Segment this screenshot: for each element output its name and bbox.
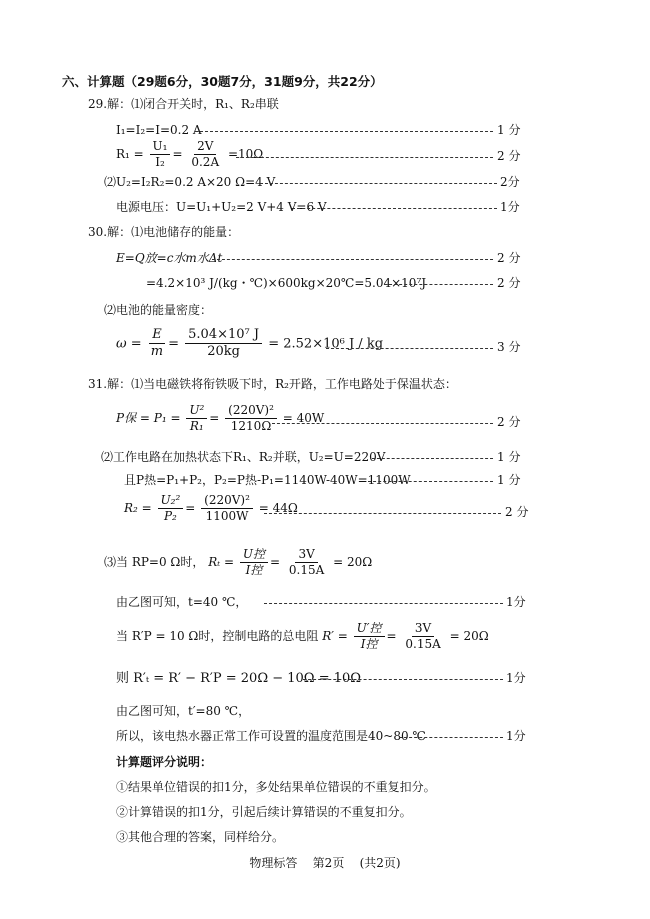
q30-line2-score: 2 分 bbox=[497, 276, 521, 290]
fraction: $\frac{\text{U₁}}{\text{I₂}}$ bbox=[150, 140, 171, 169]
q31-line4-formula: R₂ = $\frac{\text{U₂²}}{\text{P₂}}$ = $\frac{\text{(220V)²}}{1100W}$ = 44Ω bbox=[124, 493, 298, 524]
dotted-leader bbox=[368, 481, 493, 482]
q31-line3-score: 1 分 bbox=[497, 473, 521, 487]
q29-line2-score: 2 分 bbox=[497, 149, 521, 163]
q31-line2-score: 1 分 bbox=[497, 450, 521, 464]
dotted-leader bbox=[264, 513, 501, 514]
q31-line4-score: 2 分 bbox=[505, 505, 529, 519]
fraction: $\frac{\text{(220V)²}}{1100W}$ bbox=[201, 494, 253, 523]
dotted-leader bbox=[292, 208, 497, 209]
q31-line7-formula: 当 R′P = 10 Ω时，控制电路的总电阻 R′ = U′控 I控 = $\frac{3V}{0.15A}$ = 20Ω bbox=[116, 621, 489, 652]
q31-line7-rhs: = 20Ω bbox=[449, 629, 489, 644]
q30-line1: E=Q放=c水m水Δt bbox=[116, 251, 223, 265]
fraction: $\frac{\text{(220V)²}}{1210\Omega}$ bbox=[225, 404, 277, 433]
dotted-leader bbox=[260, 183, 497, 184]
q31-line5-formula: ⑶当 RP=0 Ω时， Rₜ = U控 I控 = $\frac{3V}{0.15A}$ = 20Ω bbox=[104, 547, 373, 578]
q29-line4-score: 1分 bbox=[500, 200, 520, 214]
q29-line3: ⑵U₂=I₂R₂=0.2 A×20 Ω=4 V bbox=[104, 175, 276, 189]
q30-line4-formula: ω = $\frac{E}{m}$ = $\frac{\text{5.04×10⁷ J}}{20kg}$ = 2.52×10⁶ J / kg bbox=[116, 327, 384, 360]
q31-line7-pre: 当 R′P = 10 Ω时，控制电路的总电阻 bbox=[116, 629, 319, 644]
q31-line9: 由乙图可知，t′=80 ℃， bbox=[116, 704, 251, 718]
fraction: $\frac{3V}{0.15A}$ bbox=[405, 621, 441, 652]
page-footer: 物理标答 第2页 (共2页) bbox=[249, 856, 401, 870]
q29-intro: 29.解：⑴闭合开关时，R₁、R₂串联 bbox=[88, 97, 279, 111]
q31-line5-rhs: = 20Ω bbox=[333, 555, 373, 570]
q30-line4-lhs: ω = bbox=[116, 336, 142, 352]
q31-line7-lhs: R′ = bbox=[322, 629, 348, 644]
q29-line1: I₁=I₂=I=0.2 A bbox=[116, 123, 202, 137]
q31-line6-score: 1分 bbox=[506, 595, 526, 609]
dotted-leader bbox=[264, 603, 503, 604]
notes-item-3: ③其他合理的答案，同样给分。 bbox=[116, 830, 285, 844]
dotted-leader bbox=[372, 458, 493, 459]
fraction: U′控 I控 bbox=[354, 622, 385, 651]
q29-line3-score: 2分 bbox=[500, 175, 520, 189]
dotted-leader bbox=[384, 284, 493, 285]
section-title: 六、计算题（29题6分，30题7分，31题9分，共22分） bbox=[62, 74, 383, 89]
fraction: $\frac{E}{m}$ bbox=[150, 327, 164, 360]
fraction: U控 I控 bbox=[240, 548, 268, 577]
q30-line2: =4.2×10³ J/(kg・℃)×600kg×20℃=5.04×10⁷J bbox=[146, 276, 427, 290]
q30-line1-score: 2 分 bbox=[497, 251, 521, 265]
fraction: $\frac{\text{U²}}{\text{R₁}}$ bbox=[186, 404, 207, 433]
q31-line6: 由乙图可知，t=40 ℃， bbox=[116, 595, 248, 609]
dotted-leader bbox=[195, 131, 493, 132]
q29-line2-formula: R₁ = $\frac{\text{U₁}}{\text{I₂}}$ = $\frac{2V}{0.2A}$ =10Ω bbox=[116, 139, 264, 170]
q29-line2-rhs: =10Ω bbox=[227, 147, 264, 162]
q30-intro: 30.解：⑴电池储存的能量： bbox=[88, 225, 240, 239]
dotted-leader bbox=[236, 157, 493, 158]
q31-line5-lhs: Rₜ = bbox=[208, 555, 235, 570]
dotted-leader bbox=[212, 259, 493, 260]
q31-line10: 所以，该电热水器正常工作可设置的温度范围是40~80 ℃ bbox=[116, 729, 426, 743]
notes-item-1: ①结果单位错误的扣1分，多处结果单位错误的不重复扣分。 bbox=[116, 780, 436, 794]
q29-line1-score: 1 分 bbox=[497, 123, 521, 137]
q30-line4-score: 3 分 bbox=[497, 340, 521, 354]
fraction: $\frac{\text{U₂²}}{\text{P₂}}$ bbox=[158, 494, 184, 523]
q31-line4-rhs: = 44Ω bbox=[258, 501, 298, 516]
q31-line1-formula: P保 = P₁ = $\frac{\text{U²}}{\text{R₁}}$ = $\frac{\text{(220V)²}}{1210\Omega}$ = 40W bbox=[116, 403, 325, 434]
fraction: $\frac{3V}{0.15A}$ bbox=[288, 547, 325, 578]
q31-line5-pre: ⑶当 RP=0 Ω时， bbox=[104, 555, 205, 570]
dotted-leader bbox=[326, 348, 493, 349]
dotted-leader bbox=[399, 737, 503, 738]
q31-line10-score: 1分 bbox=[506, 729, 526, 743]
dotted-leader bbox=[272, 423, 493, 424]
q31-line4-lhs: R₂ = bbox=[124, 501, 152, 516]
q31-line8-score: 1分 bbox=[506, 671, 526, 685]
fraction: $\frac{\text{5.04×10⁷ J}}{20kg}$ bbox=[185, 328, 262, 360]
q29-line4: 电源电压：U=U₁+U₂=2 V+4 V=6 V bbox=[116, 200, 327, 214]
notes-title: 计算题评分说明： bbox=[116, 755, 213, 769]
q31-line1-score: 2 分 bbox=[497, 415, 521, 429]
fraction: $\frac{2V}{0.2A}$ bbox=[191, 139, 220, 170]
dotted-leader bbox=[303, 679, 503, 680]
q31-line1-lhs: P保 = P₁ = bbox=[116, 411, 181, 426]
q30-line4-rhs: = 2.52×10⁶ J / kg bbox=[268, 336, 384, 352]
q31-line3: 且P热=P₁+P₂，P₂=P热-P₁=1140W-40W=1100W bbox=[124, 473, 411, 487]
q31-line8: 则 R′ₜ = R′ − R′P = 20Ω − 10Ω = 10Ω bbox=[116, 671, 362, 686]
q31-line1-rhs: = 40W bbox=[282, 411, 325, 426]
q31-intro: 31.解：⑴当电磁铁将衔铁吸下时，R₂开路，工作电路处于保温状态： bbox=[88, 377, 457, 391]
q30-line3: ⑵电池的能量密度： bbox=[104, 303, 213, 317]
notes-item-2: ②计算错误的扣1分，引起后续计算错误的不重复扣分。 bbox=[116, 805, 412, 819]
q31-line2: ⑵工作电路在加热状态下R₁、R₂并联，U₂=U=220V bbox=[101, 450, 386, 464]
q29-line2-lhs: R₁ = bbox=[116, 147, 144, 162]
